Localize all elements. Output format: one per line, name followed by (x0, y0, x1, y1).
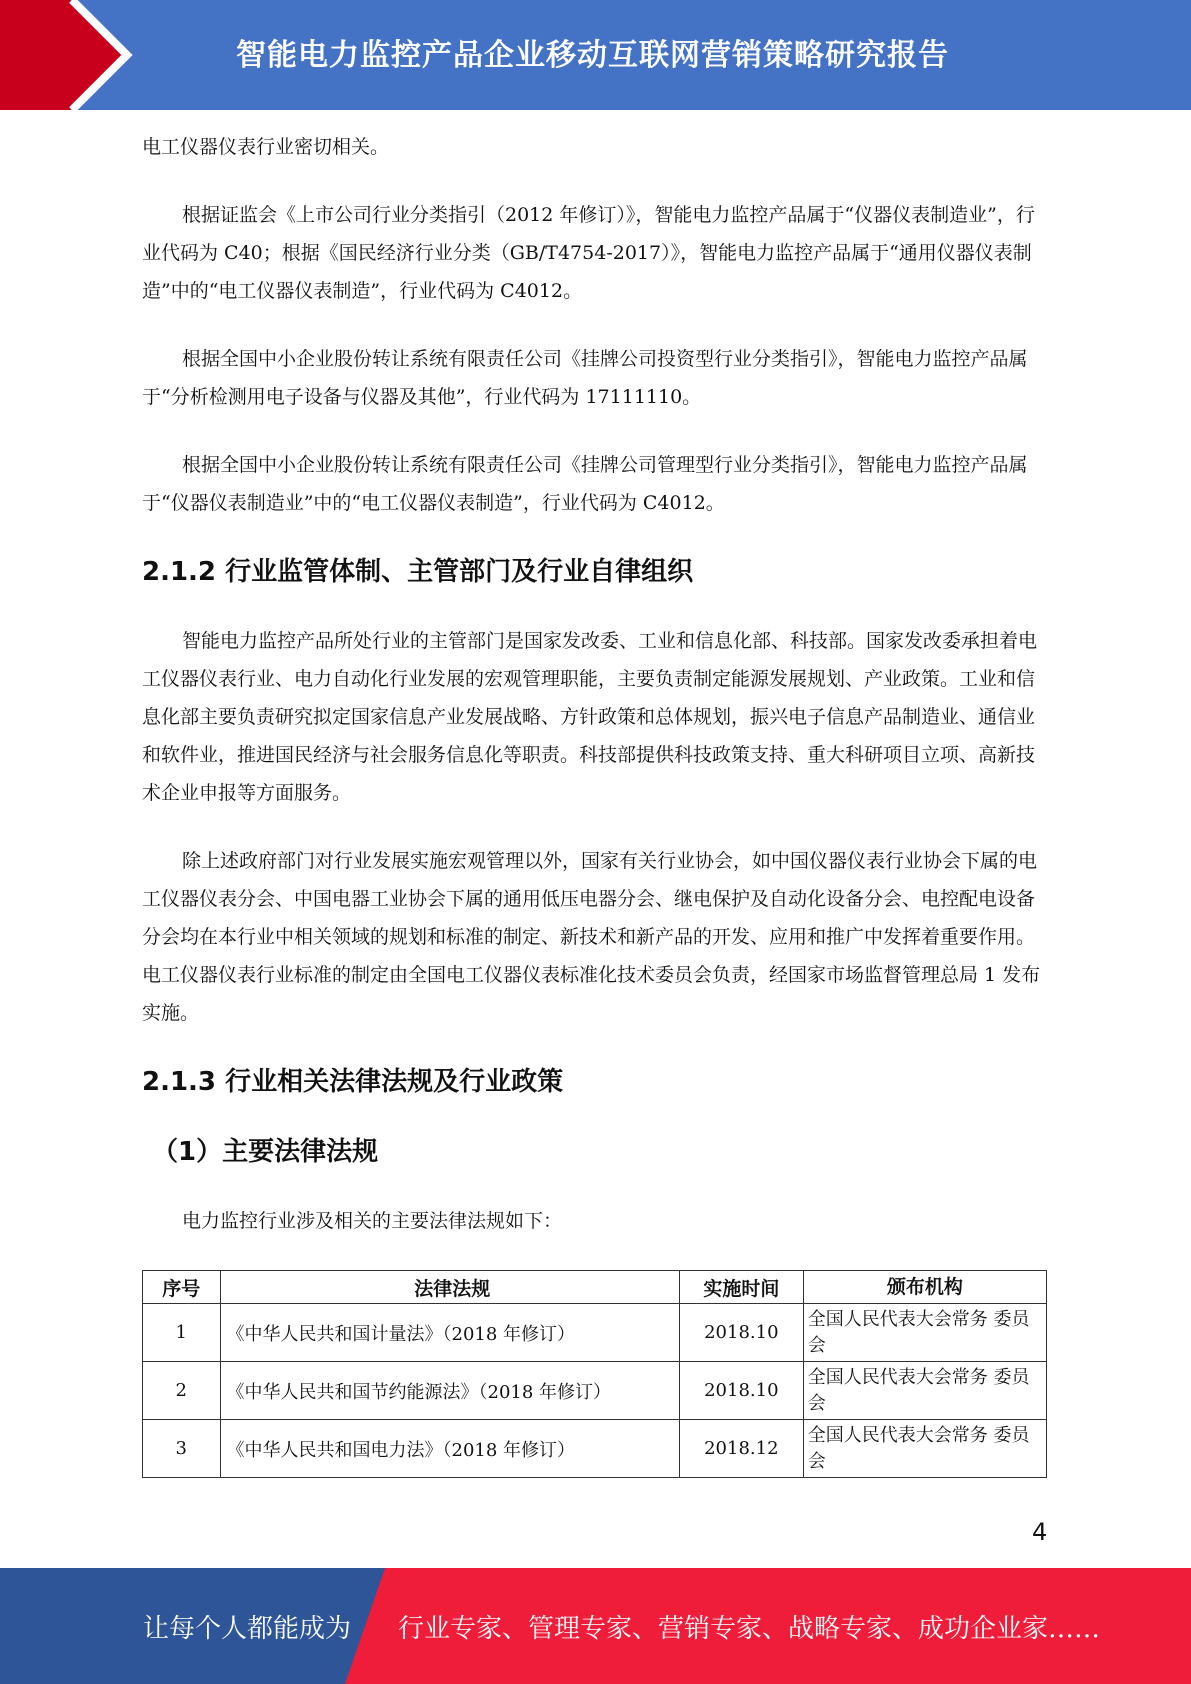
cell-law: 《中华人民共和国计量法》（2018 年修订） (220, 1304, 679, 1362)
column-header: 序号 (143, 1271, 221, 1304)
table-header-row (143, 1271, 1047, 1304)
paragraph: 根据证监会《上市公司行业分类指引（2012 年修订）》，智能电力监控产品属于“仪器仪表制造业”，行业代码为 C40；根据《国民经济行业分类（GB/T4754-2017）》，智能电力监控产品属于“通用仪器仪表制造”中的“电工仪器仪表制造”，行业代码为 C4012。 (142, 204, 1035, 302)
table-row (143, 1304, 1047, 1362)
cell-date: 2018.10 (679, 1304, 803, 1362)
cell-law: 《中华人民共和国节约能源法》（2018 年修订） (220, 1362, 679, 1420)
document-body (142, 128, 1047, 1478)
cell-number: 3 (143, 1420, 221, 1478)
table-row (143, 1362, 1047, 1420)
paragraph: 电力监控行业涉及相关的主要法律法规如下： (182, 1210, 563, 1232)
page-number: 4 (1032, 1518, 1048, 1546)
cell-org: 全国人民代表大会常务 委员会 (803, 1304, 1046, 1362)
column-header: 法律法规 (220, 1271, 679, 1304)
paragraph: 除上述政府部门对行业发展实施宏观管理以外，国家有关行业协会，如中国仪器仪表行业协会下属的电工仪器仪表分会、中国电器工业协会下属的通用低压电器分会、继电保护及自动化设备分会、电控配电设备分会均在本行业中相关领域的规划和标准的制定、新技术和新产品的开发、应用和推广中发挥着重要作用。电工仪器仪表行业标准的制定由全国电工仪器仪表标准化技术委员会负责，经国家市场监督管理总局 1 发布实施。 (142, 850, 1041, 1024)
paragraph: 根据全国中小企业股份转让系统有限责任公司《挂牌公司管理型行业分类指引》，智能电力监控产品属于“仪器仪表制造业”中的“电工仪器仪表制造”，行业代码为 C4012。 (142, 454, 1028, 514)
cell-number: 2 (143, 1362, 221, 1420)
header-title: 智能电力监控产品企业移动互联网营销策略研究报告 (236, 38, 949, 73)
paragraph: 智能电力监控产品所处行业的主管部门是国家发改委、工业和信息化部、科技部。国家发改委承担着电工仪器仪表行业、电力自动化行业发展的宏观管理职能，主要负责制定能源发展规划、产业政策。工业和信息化部主要负责研究拟定国家信息产业发展战略、方针政策和总体规划，振兴电子信息产品制造业、通信业和软件业，推进国民经济与社会服务信息化等职责。科技部提供科技政策支持、重大科研项目立项、高新技术企业申报等方面服务。 (142, 630, 1038, 804)
table-row (143, 1420, 1047, 1478)
cell-date: 2018.10 (679, 1362, 803, 1420)
laws-table (142, 1270, 1047, 1478)
subsection-heading-laws: （1）主要法律法规 (152, 1137, 379, 1167)
footer-slogan-right: 行业专家、管理专家、营销专家、战略专家、成功企业家…… (398, 1614, 1101, 1644)
cell-date: 2018.12 (679, 1420, 803, 1478)
intro-line: 电工仪器仪表行业密切相关。 (142, 136, 390, 158)
section-heading-2-1-3: 2.1.3 行业相关法律法规及行业政策 (142, 1067, 564, 1097)
section-heading-2-1-2: 2.1.2 行业监管体制、主管部门及行业自律组织 (142, 557, 694, 587)
column-header: 颁布机构 (803, 1271, 1046, 1304)
cell-number: 1 (143, 1304, 221, 1362)
cell-org: 全国人民代表大会常务 委员会 (803, 1362, 1046, 1420)
paragraph: 根据全国中小企业股份转让系统有限责任公司《挂牌公司投资型行业分类指引》，智能电力监控产品属于“分析检测用电子设备与仪器及其他”，行业代码为 17111110。 (142, 348, 1028, 408)
column-header: 实施时间 (679, 1271, 803, 1304)
page-footer (0, 1568, 1191, 1684)
cell-law: 《中华人民共和国电力法》（2018 年修订） (220, 1420, 679, 1478)
page-header (0, 0, 1191, 110)
footer-slogan-left: 让每个人都能成为 (143, 1614, 352, 1644)
cell-org: 全国人民代表大会常务 委员会 (803, 1420, 1046, 1478)
